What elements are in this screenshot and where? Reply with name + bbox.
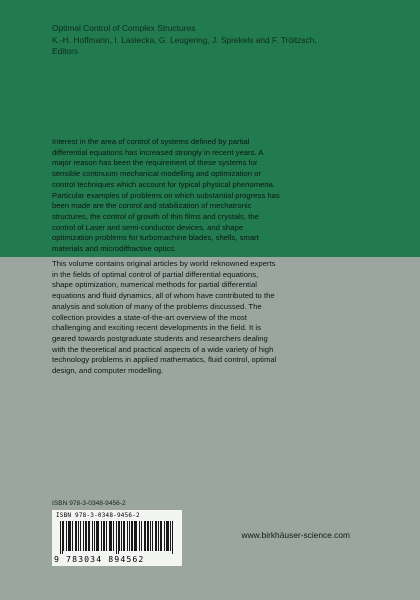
text-line: technology problems in applied mathematics, fluid control, optimal [52, 355, 277, 365]
barcode-bar [141, 521, 142, 551]
barcode-bar [152, 521, 153, 551]
barcode-bars [60, 521, 174, 554]
text-line: sensible continuum mechanical modelling and optimization or [52, 169, 261, 179]
barcode-bar [78, 521, 79, 551]
barcode-bar [101, 521, 102, 551]
text-line: design, and computer modelling. [52, 366, 164, 376]
barcode-bar [160, 521, 161, 551]
barcode-bar [72, 521, 73, 551]
barcode-bar [150, 521, 151, 551]
barcode-bar [136, 521, 137, 551]
text-line: Interest in the area of control of systems defined by partial [52, 137, 250, 146]
text-line: structures, the control of growth of thin films and crystals, the [52, 211, 259, 221]
barcode-bar [66, 521, 67, 551]
isbn-label: ISBN 978-3-0348-9456-2 [52, 500, 126, 507]
barcode-bar [111, 521, 112, 551]
barcode-bar [113, 521, 114, 551]
description-paragraph-1 [52, 137, 280, 255]
barcode-bar [97, 521, 98, 551]
text-line: collection provides a state-of-the-art overview of the most [52, 312, 247, 322]
barcode-bar [76, 521, 77, 551]
barcode-bar [131, 521, 132, 551]
barcode-bar [94, 521, 95, 551]
editors-label: Editors [52, 46, 79, 56]
book-title: Optimal Control of Complex Structures [52, 23, 196, 33]
barcode-bar [69, 521, 70, 551]
barcode-bar [103, 521, 104, 551]
barcode-bar [166, 521, 167, 551]
barcode-bar [156, 521, 157, 551]
barcode-bar [118, 521, 119, 554]
text-line: major reason has been the requirement of these systems for [52, 158, 258, 168]
barcode [52, 510, 182, 566]
text-line: challenging and exciting recent developments in the field. It is [52, 323, 261, 333]
text-line: with the theoretical and practical aspects of a wide variety of high [52, 344, 274, 354]
barcode-bar [148, 521, 149, 551]
barcode-bar [85, 521, 86, 551]
barcode-isbn-text: ISBN 978-3-0348-9456-2 [56, 512, 140, 519]
barcode-bar [145, 521, 146, 551]
text-line: control of Laser and semi-conductor devices, and shape [52, 222, 244, 232]
barcode-bar [68, 521, 69, 551]
barcode-bar [88, 521, 89, 551]
barcode-bar [132, 521, 133, 551]
barcode-bar [134, 521, 135, 551]
barcode-bar [158, 521, 159, 551]
barcode-bar [124, 521, 125, 551]
barcode-bar [127, 521, 128, 551]
barcode-bar [170, 521, 171, 551]
barcode-bar [96, 521, 97, 551]
barcode-bar [75, 521, 76, 551]
barcode-bar [147, 521, 148, 551]
barcode-bar [123, 521, 124, 551]
text-line: equations and fluid dynamics, all of whom have contributed to the [52, 291, 275, 301]
text-line: analysis and solution of many of the problems discussed. The [52, 301, 262, 311]
barcode-bar [98, 521, 99, 551]
barcode-bar [129, 521, 130, 551]
barcode-bar [139, 521, 140, 551]
editors-names: K.-H. Hoffmann, I. Lasiecka, G. Leugering, J. Sprekels and F. Tröltzsch, [52, 34, 317, 45]
barcode-bar [109, 521, 110, 551]
publisher-url: www.birkhäuser-science.com [241, 530, 350, 540]
text-line: optimization problems for turbomachine blades, shells, smart [52, 233, 259, 243]
text-line: in the fields of optimal control of partial differential equations, [52, 269, 259, 279]
barcode-bar [110, 521, 111, 551]
barcode-bar [155, 521, 156, 551]
barcode-bar [62, 521, 63, 554]
text-line: geared towards postgraduate students and researchers dealing [52, 333, 268, 343]
text-line: shape optimization, numerical methods for partial differential [52, 280, 257, 290]
barcode-bar [168, 521, 169, 551]
cover-header [52, 23, 317, 58]
text-line: Particular examples of problems on which substantial progress has [52, 190, 280, 200]
barcode-bar [164, 521, 165, 551]
text-line: materials and microdiffractive optics. [52, 244, 177, 254]
barcode-bar [104, 521, 105, 551]
description-paragraph-2 [52, 259, 276, 377]
barcode-bar [70, 521, 71, 551]
barcode-bar [86, 521, 87, 551]
barcode-bar [135, 521, 136, 551]
barcode-bar [60, 521, 61, 554]
text-line: This volume contains original articles by world reknowned experts [52, 259, 276, 268]
barcode-digits: 9 783034 894562 [54, 554, 145, 564]
barcode-bar [106, 521, 107, 551]
barcode-bar [89, 521, 90, 551]
barcode-bar [144, 521, 145, 551]
barcode-bar [167, 521, 168, 551]
barcode-bar [121, 521, 122, 551]
barcode-bar [63, 521, 64, 551]
text-line: been made are the control and stabilization of mechatronic [52, 201, 252, 211]
barcode-bar [83, 521, 84, 551]
barcode-bar [80, 521, 81, 551]
text-line: control techniques which account for typical physical phenomena. [52, 179, 276, 189]
text-line: differential equations has increased strongly in recent years. A [52, 147, 264, 157]
barcode-bar [92, 521, 93, 551]
barcode-bar [172, 521, 173, 554]
barcode-bar [119, 521, 120, 551]
barcode-bar [116, 521, 117, 554]
barcode-bar [161, 521, 162, 551]
